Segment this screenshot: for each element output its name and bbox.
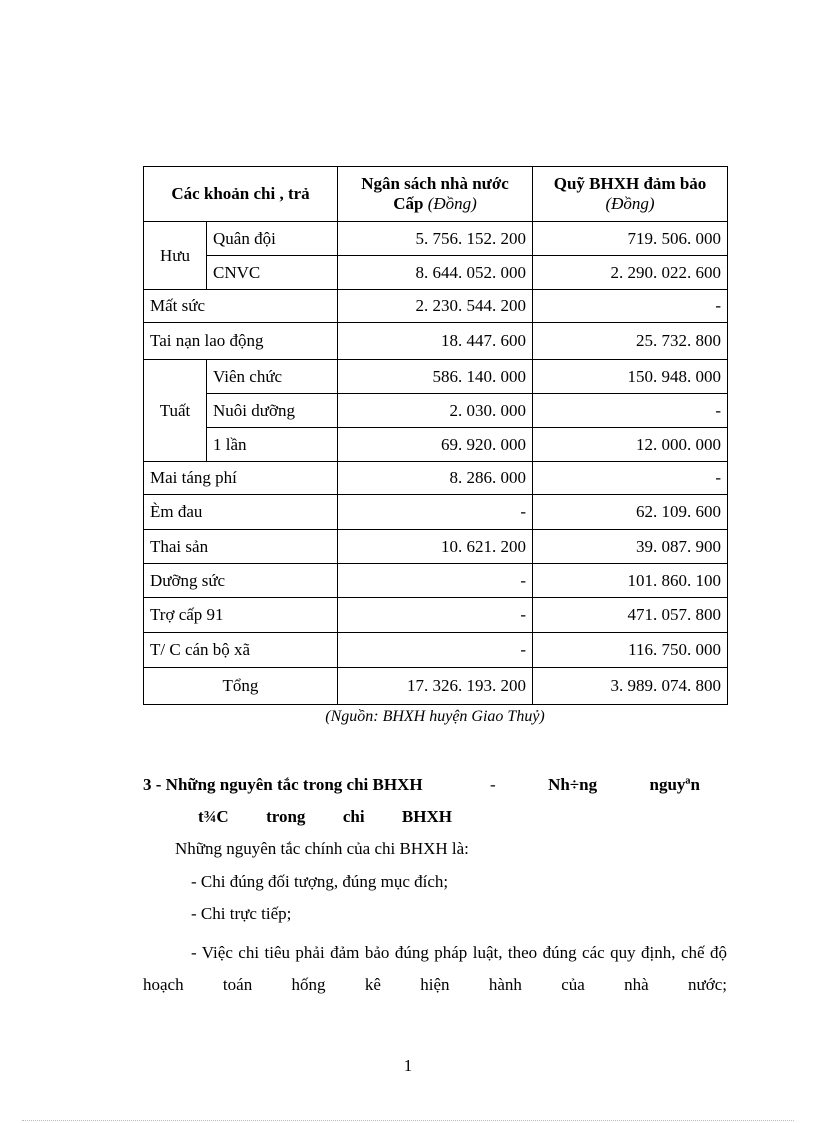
garbled-word: BHXH [401, 807, 452, 826]
table-row [144, 360, 728, 394]
budget-value: 586. 140. 000 [338, 360, 533, 394]
budget-value: - [338, 633, 533, 668]
header-state-budget-title: Ngân sách nhà nước [361, 174, 509, 193]
table-row [144, 394, 728, 428]
table-row [144, 495, 728, 530]
table-row [144, 564, 728, 598]
row-label: Quân đội [207, 222, 338, 256]
row-label: Viên chức [207, 360, 338, 394]
expense-table [143, 166, 728, 705]
fund-value: 62. 109. 600 [533, 495, 728, 530]
page-number: 1 [403, 1056, 413, 1075]
table-source-note: (Nguồn: BHXH huyện Giao Thuỷ) [325, 708, 545, 725]
row-label: T/ C cán bộ xã [144, 633, 338, 668]
section-heading: 3 - Những nguyên tắc trong chi BHXH [143, 775, 423, 794]
fund-value: - [533, 462, 728, 495]
row-label: Mai táng phí [144, 462, 338, 495]
table-row [144, 462, 728, 495]
principle-2: - Chi trực tiếp; [191, 904, 292, 923]
table-row [144, 428, 728, 462]
table-row [144, 222, 728, 256]
garbled-word: chi [342, 807, 365, 826]
garbled-word: nguyªn [649, 775, 700, 794]
budget-value: 18. 447. 600 [338, 323, 533, 360]
fund-value: 25. 732. 800 [533, 323, 728, 360]
row-label: Dưỡng sức [144, 564, 338, 598]
fund-value: - [533, 290, 728, 323]
total-label: Tổng [144, 668, 338, 705]
fund-value: 39. 087. 900 [533, 530, 728, 564]
budget-value: 8. 286. 000 [338, 462, 533, 495]
group-label-tuat: Tuất [144, 360, 207, 462]
fund-value: 12. 000. 000 [533, 428, 728, 462]
table-row [144, 256, 728, 290]
fund-value: 719. 506. 000 [533, 222, 728, 256]
garbled-word: Nh÷ng [548, 775, 598, 794]
budget-value: 2. 030. 000 [338, 394, 533, 428]
fund-total: 3. 989. 074. 800 [533, 668, 728, 705]
budget-value: - [338, 495, 533, 530]
table-row [144, 290, 728, 323]
expense-table-container [143, 166, 728, 705]
fund-value: - [533, 394, 728, 428]
budget-value: 69. 920. 000 [338, 428, 533, 462]
page-bottom-divider [22, 1120, 794, 1121]
garbled-word: trong [266, 807, 306, 826]
row-label: Tai nạn lao động [144, 323, 338, 360]
budget-value: 10. 621. 200 [338, 530, 533, 564]
garbled-word: t¾C [198, 807, 229, 826]
header-state-budget-sub: Cấp [393, 194, 424, 213]
garbled-word: - [490, 775, 496, 794]
budget-value: 5. 756. 152. 200 [338, 222, 533, 256]
budget-value: 2. 230. 544. 200 [338, 290, 533, 323]
header-state-budget [338, 167, 533, 222]
heading-garbled-line-2 [198, 807, 452, 827]
table-header-row [144, 167, 728, 222]
row-label: Thai sản [144, 530, 338, 564]
budget-value: 8. 644. 052. 000 [338, 256, 533, 290]
budget-value: - [338, 564, 533, 598]
fund-value: 116. 750. 000 [533, 633, 728, 668]
fund-value: 101. 860. 100 [533, 564, 728, 598]
table-row [144, 633, 728, 668]
principle-1: - Chi đúng đối tượng, đúng mục đích; [191, 872, 449, 891]
budget-total: 17. 326. 193. 200 [338, 668, 533, 705]
table-row [144, 323, 728, 360]
header-social-fund-title: Quỹ BHXH đảm bảo [553, 174, 707, 193]
budget-value: - [338, 598, 533, 633]
fund-value: 150. 948. 000 [533, 360, 728, 394]
header-category: Các khoản chi , trả [144, 167, 338, 222]
fund-value: 2. 290. 022. 600 [533, 256, 728, 290]
row-label: CNVC [207, 256, 338, 290]
intro-paragraph: Những nguyên tắc chính của chi BHXH là: [175, 839, 469, 858]
principle-3: - Việc chi tiêu phải đảm bảo đúng pháp luật, theo đúng các quy định, chế độ hoạch toán hống kê hiện hành của nhà nước; [143, 943, 727, 994]
heading-garbled-line-1 [490, 775, 700, 795]
fund-value: 471. 057. 800 [533, 598, 728, 633]
table-row [144, 598, 728, 633]
row-label: Èm đau [144, 495, 338, 530]
group-label-huu: Hưu [144, 222, 207, 290]
row-label: Mất sức [144, 290, 338, 323]
header-social-fund [533, 167, 728, 222]
row-label: Trợ cấp 91 [144, 598, 338, 633]
table-row [144, 530, 728, 564]
table-total-row [144, 668, 728, 705]
row-label: 1 lần [207, 428, 338, 462]
header-social-fund-unit: (Đồng) [605, 194, 655, 213]
row-label: Nuôi dưỡng [207, 394, 338, 428]
header-state-budget-unit: (Đồng) [427, 194, 477, 213]
